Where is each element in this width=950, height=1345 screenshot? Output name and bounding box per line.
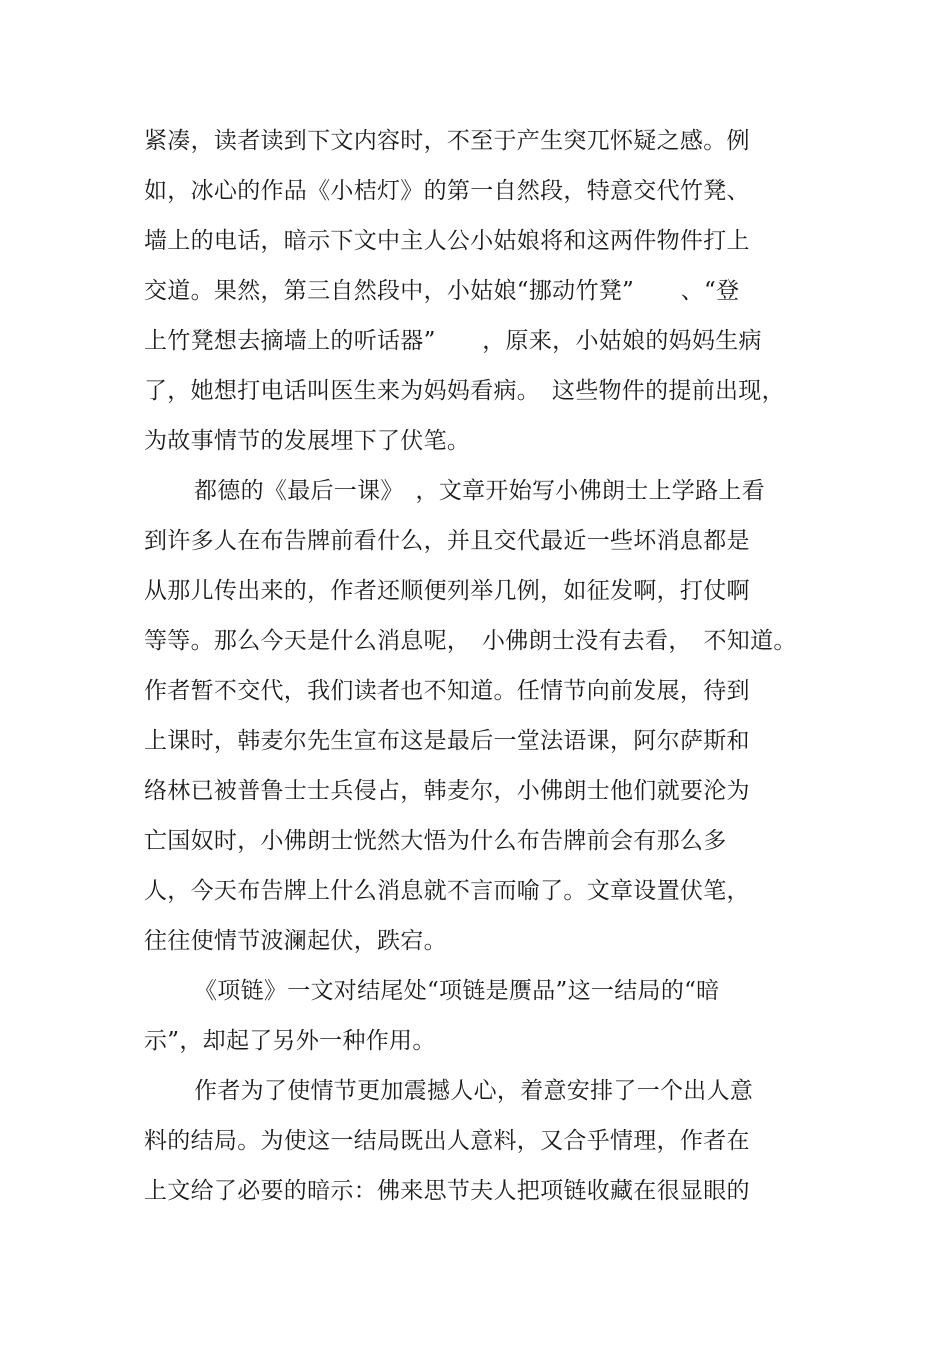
text-line: 等等。那么今天是什么消息呢， 小佛朗士没有去看， 不知道。: [144, 628, 797, 654]
paragraph-first-line: 都德的《最后一课》 ，文章开始写小佛朗士上学路上看: [194, 478, 765, 504]
paragraph-first-line: 《项链》一文对结尾处“项链是赝品”这一结局的“暗: [194, 978, 720, 1004]
text-line: 示”，却起了另外一种作用。: [144, 1028, 436, 1054]
text-line: 紧凑，读者读到下文内容时，不至于产生突兀怀疑之感。例: [144, 128, 750, 154]
text-line: 上文给了必要的暗示：佛来思节夫人把项链收藏在很显眼的: [144, 1178, 750, 1204]
text-line: 络林已被普鲁士士兵侵占，韩麦尔，小佛朗士他们就要沦为: [144, 778, 750, 804]
text-line: 交道。果然，第三自然段中，小姑娘“挪动竹凳” 、“登: [144, 278, 740, 304]
text-line: 往往使情节波澜起伏，跌宕。: [144, 928, 447, 954]
text-line: 了，她想打电话叫医生来为妈妈看病。 这些物件的提前出现，: [144, 378, 785, 404]
text-line: 人，今天布告牌上什么消息就不言而喻了。文章设置伏笔，: [144, 878, 750, 904]
text-line: 到许多人在布告牌前看什么，并且交代最近一些坏消息都是: [144, 528, 750, 554]
text-line: 上课时，韩麦尔先生宣布这是最后一堂法语课，阿尔萨斯和: [144, 728, 750, 754]
text-line: 料的结局。为使这一结局既出人意料，又合乎情理，作者在: [144, 1128, 750, 1154]
text-line: 墙上的电话，暗示下文中主人公小姑娘将和这两件物件打上: [144, 228, 750, 254]
text-line: 从那儿传出来的，作者还顺便列举几例，如征发啊，打仗啊: [144, 578, 750, 604]
text-line: 为故事情节的发展埋下了伏笔。: [144, 428, 471, 454]
text-line: 亡国奴时，小佛朗士恍然大悟为什么布告牌前会有那么多: [144, 828, 727, 854]
text-line: 如，冰心的作品《小桔灯》的第一自然段，特意交代竹凳、: [144, 178, 750, 204]
text-line: 上竹凳想去摘墙上的听话器” ，原来，小姑娘的妈妈生病: [144, 328, 762, 354]
paragraph-first-line: 作者为了使情节更加震撼人心，着意安排了一个出人意: [194, 1078, 754, 1104]
text-line: 作者暂不交代，我们读者也不知道。任情节向前发展，待到: [144, 678, 750, 704]
